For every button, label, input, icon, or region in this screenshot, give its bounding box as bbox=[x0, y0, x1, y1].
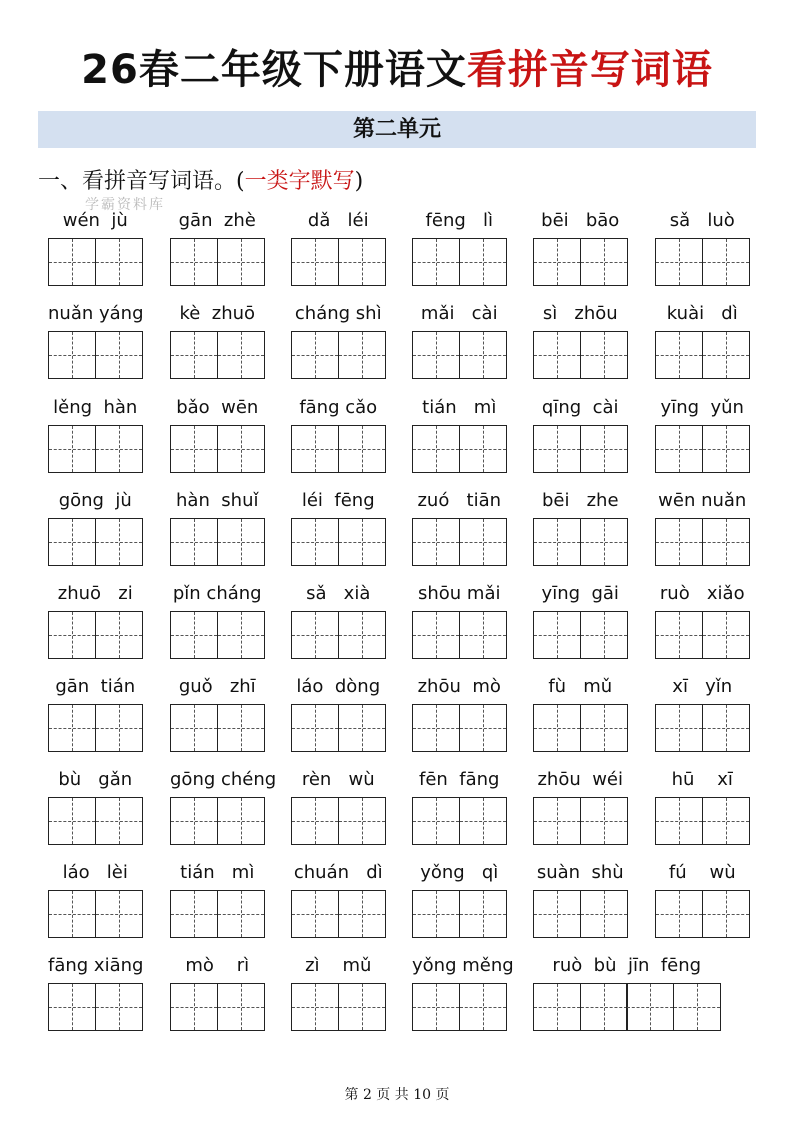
tianzige-box[interactable] bbox=[291, 704, 339, 752]
pinyin-label: hàn shuǐ bbox=[176, 490, 259, 511]
pinyin-label: mǎi cài bbox=[420, 303, 498, 324]
tianzige-box[interactable] bbox=[412, 797, 460, 845]
tianzige-box[interactable] bbox=[580, 611, 628, 659]
tianzige-box[interactable] bbox=[170, 238, 218, 286]
pinyin-label: fāng xiāng bbox=[48, 955, 144, 976]
tianzige-box[interactable] bbox=[412, 890, 460, 938]
tianzige-box[interactable] bbox=[580, 797, 628, 845]
pinyin-label: fēng lì bbox=[425, 210, 493, 231]
tianzige-box[interactable] bbox=[533, 704, 581, 752]
tianzige-box[interactable] bbox=[170, 983, 218, 1031]
tianzige-box[interactable] bbox=[702, 890, 750, 938]
tianzige-box[interactable] bbox=[95, 611, 143, 659]
pinyin-label: chuán dì bbox=[293, 862, 383, 883]
writing-boxes bbox=[655, 611, 748, 659]
word-row bbox=[0, 210, 794, 290]
pinyin-label: yǒng qì bbox=[420, 862, 499, 883]
title-highlight: 看拼音写词语 bbox=[466, 47, 713, 93]
pinyin-label: wén jù bbox=[62, 210, 128, 231]
tianzige-box[interactable] bbox=[291, 518, 339, 566]
pinyin-label: zhōu wéi bbox=[537, 769, 624, 790]
section-heading-close: ) bbox=[354, 169, 364, 194]
section-heading-text: 一、看拼音写词语。( bbox=[38, 169, 245, 194]
watermark: 学霸资料库 bbox=[85, 197, 165, 213]
tianzige-box[interactable] bbox=[217, 331, 265, 379]
writing-boxes bbox=[412, 704, 505, 752]
tianzige-box[interactable] bbox=[291, 238, 339, 286]
pinyin-label: cháng shì bbox=[294, 303, 382, 324]
pinyin-label: zhuō zi bbox=[57, 583, 133, 604]
writing-boxes bbox=[412, 425, 505, 473]
tianzige-box[interactable] bbox=[533, 238, 581, 286]
writing-boxes bbox=[170, 611, 263, 659]
writing-boxes bbox=[655, 704, 748, 752]
writing-boxes bbox=[291, 890, 384, 938]
tianzige-box[interactable] bbox=[338, 518, 386, 566]
pinyin-label: gān zhè bbox=[178, 210, 256, 231]
tianzige-box[interactable] bbox=[291, 890, 339, 938]
tianzige-box[interactable] bbox=[533, 890, 581, 938]
tianzige-box[interactable] bbox=[459, 331, 507, 379]
writing-boxes bbox=[533, 331, 626, 379]
writing-boxes bbox=[655, 331, 748, 379]
writing-boxes bbox=[533, 425, 626, 473]
writing-boxes bbox=[170, 331, 263, 379]
tianzige-box[interactable] bbox=[412, 425, 460, 473]
tianzige-box[interactable] bbox=[338, 890, 386, 938]
tianzige-box[interactable] bbox=[217, 983, 265, 1031]
tianzige-box[interactable] bbox=[459, 704, 507, 752]
pinyin-label: ruò xiǎo bbox=[659, 583, 745, 604]
pinyin-label: fú wù bbox=[668, 862, 736, 883]
tianzige-box[interactable] bbox=[170, 425, 218, 473]
word-row bbox=[0, 769, 794, 849]
pinyin-label: léi fēng bbox=[301, 490, 375, 511]
writing-boxes bbox=[48, 611, 141, 659]
pinyin-label: zuó tiān bbox=[417, 490, 502, 511]
writing-boxes bbox=[170, 425, 263, 473]
writing-boxes bbox=[48, 797, 141, 845]
writing-boxes bbox=[291, 425, 384, 473]
tianzige-box[interactable] bbox=[655, 518, 703, 566]
pinyin-label: yīng gāi bbox=[541, 583, 619, 604]
tianzige-box[interactable] bbox=[48, 518, 96, 566]
writing-boxes bbox=[170, 704, 263, 752]
tianzige-box[interactable] bbox=[533, 611, 581, 659]
tianzige-box[interactable] bbox=[338, 797, 386, 845]
pinyin-label: mò rì bbox=[185, 955, 250, 976]
tianzige-box[interactable] bbox=[533, 518, 581, 566]
tianzige-box[interactable] bbox=[48, 611, 96, 659]
writing-boxes bbox=[170, 890, 263, 938]
writing-boxes bbox=[412, 983, 505, 1031]
tianzige-box[interactable] bbox=[95, 238, 143, 286]
tianzige-box[interactable] bbox=[217, 797, 265, 845]
pinyin-label: fēn fāng bbox=[419, 769, 500, 790]
tianzige-box[interactable] bbox=[95, 797, 143, 845]
writing-boxes bbox=[291, 983, 384, 1031]
tianzige-box[interactable] bbox=[291, 425, 339, 473]
tianzige-box[interactable] bbox=[655, 425, 703, 473]
tianzige-box[interactable] bbox=[291, 611, 339, 659]
writing-boxes bbox=[48, 425, 141, 473]
writing-boxes bbox=[48, 890, 141, 938]
writing-boxes bbox=[533, 611, 626, 659]
pinyin-label: pǐn cháng bbox=[172, 583, 262, 604]
writing-boxes bbox=[412, 331, 505, 379]
writing-boxes bbox=[655, 238, 748, 286]
pinyin-label: suàn shù bbox=[536, 862, 624, 883]
tianzige-box[interactable] bbox=[459, 983, 507, 1031]
writing-boxes bbox=[170, 983, 263, 1031]
tianzige-box[interactable] bbox=[48, 983, 96, 1031]
word-row bbox=[0, 955, 794, 1035]
tianzige-box[interactable] bbox=[459, 425, 507, 473]
tianzige-box[interactable] bbox=[655, 797, 703, 845]
tianzige-box[interactable] bbox=[580, 890, 628, 938]
pinyin-label: bēi zhe bbox=[541, 490, 619, 511]
tianzige-box[interactable] bbox=[533, 425, 581, 473]
word-row bbox=[0, 490, 794, 570]
pinyin-label: zì mǔ bbox=[305, 955, 372, 976]
tianzige-box[interactable] bbox=[48, 238, 96, 286]
tianzige-box[interactable] bbox=[655, 890, 703, 938]
tianzige-box[interactable] bbox=[580, 704, 628, 752]
writing-boxes bbox=[291, 331, 384, 379]
pinyin-label: qīng cài bbox=[541, 397, 619, 418]
tianzige-box[interactable] bbox=[291, 797, 339, 845]
tianzige-box[interactable] bbox=[459, 611, 507, 659]
word-row bbox=[0, 862, 794, 942]
writing-boxes bbox=[291, 797, 384, 845]
pinyin-label: sǎ xià bbox=[306, 583, 371, 604]
tianzige-box[interactable] bbox=[702, 797, 750, 845]
pinyin-label: guǒ zhī bbox=[178, 676, 256, 697]
tianzige-box[interactable] bbox=[217, 518, 265, 566]
pinyin-label: yǒng měng bbox=[412, 955, 514, 976]
tianzige-box[interactable] bbox=[412, 983, 460, 1031]
tianzige-box[interactable] bbox=[291, 983, 339, 1031]
tianzige-box[interactable] bbox=[412, 611, 460, 659]
tianzige-box[interactable] bbox=[580, 983, 628, 1031]
writing-boxes bbox=[655, 425, 748, 473]
tianzige-box[interactable] bbox=[48, 797, 96, 845]
pinyin-label: tián mì bbox=[180, 862, 255, 883]
writing-boxes bbox=[48, 238, 141, 286]
tianzige-box[interactable] bbox=[655, 331, 703, 379]
tianzige-box[interactable] bbox=[533, 983, 581, 1031]
writing-boxes bbox=[291, 238, 384, 286]
writing-boxes bbox=[48, 983, 141, 1031]
pinyin-label: sǎ luò bbox=[669, 210, 735, 231]
writing-boxes bbox=[533, 890, 626, 938]
pinyin-label: dǎ léi bbox=[307, 210, 369, 231]
pinyin-label: lěng hàn bbox=[53, 397, 138, 418]
tianzige-box[interactable] bbox=[217, 704, 265, 752]
tianzige-box[interactable] bbox=[702, 704, 750, 752]
section-heading-note: 一类字默写 bbox=[244, 169, 355, 194]
tianzige-box[interactable] bbox=[217, 890, 265, 938]
page-number: 第 2 页 共 10 页 bbox=[344, 1087, 450, 1103]
tianzige-box[interactable] bbox=[580, 238, 628, 286]
word-row bbox=[0, 397, 794, 477]
pinyin-label: sì zhōu bbox=[542, 303, 618, 324]
writing-boxes bbox=[412, 238, 505, 286]
tianzige-box[interactable] bbox=[48, 704, 96, 752]
tianzige-box[interactable] bbox=[459, 238, 507, 286]
pinyin-label: wēn nuǎn bbox=[658, 490, 747, 511]
writing-boxes bbox=[412, 611, 505, 659]
tianzige-box[interactable] bbox=[412, 331, 460, 379]
writing-boxes bbox=[533, 704, 626, 752]
pinyin-label: hū xī bbox=[671, 769, 733, 790]
tianzige-box[interactable] bbox=[702, 238, 750, 286]
tianzige-box[interactable] bbox=[95, 890, 143, 938]
page-title bbox=[0, 38, 794, 95]
tianzige-box[interactable] bbox=[48, 890, 96, 938]
word-row bbox=[0, 303, 794, 383]
tianzige-box[interactable] bbox=[338, 983, 386, 1031]
tianzige-box[interactable] bbox=[217, 425, 265, 473]
writing-boxes bbox=[48, 518, 141, 566]
tianzige-box[interactable] bbox=[580, 518, 628, 566]
pinyin-label: láo lèi bbox=[62, 862, 128, 883]
tianzige-box[interactable] bbox=[170, 797, 218, 845]
pinyin-label: bǎo wēn bbox=[176, 397, 259, 418]
pinyin-label: fù mǔ bbox=[548, 676, 613, 697]
tianzige-box[interactable] bbox=[533, 797, 581, 845]
tianzige-box[interactable] bbox=[170, 611, 218, 659]
writing-boxes bbox=[170, 518, 263, 566]
writing-boxes bbox=[412, 518, 505, 566]
writing-boxes bbox=[48, 704, 141, 752]
tianzige-box[interactable] bbox=[95, 425, 143, 473]
pinyin-label: shōu mǎi bbox=[418, 583, 501, 604]
tianzige-box[interactable] bbox=[412, 704, 460, 752]
writing-boxes bbox=[291, 518, 384, 566]
writing-boxes bbox=[412, 797, 505, 845]
pinyin-label: kuài dì bbox=[666, 303, 738, 324]
writing-boxes bbox=[170, 797, 263, 845]
pinyin-label: gān tián bbox=[55, 676, 136, 697]
tianzige-box[interactable] bbox=[702, 518, 750, 566]
writing-boxes bbox=[291, 704, 384, 752]
pinyin-label: bēi bāo bbox=[541, 210, 620, 231]
tianzige-box[interactable] bbox=[626, 983, 674, 1031]
tianzige-box[interactable] bbox=[338, 704, 386, 752]
tianzige-box[interactable] bbox=[48, 331, 96, 379]
writing-boxes bbox=[533, 238, 626, 286]
pinyin-label: bù gǎn bbox=[58, 769, 133, 790]
writing-boxes bbox=[170, 238, 263, 286]
tianzige-box[interactable] bbox=[580, 331, 628, 379]
pinyin-label: xī yǐn bbox=[672, 676, 733, 697]
writing-boxes bbox=[655, 890, 748, 938]
tianzige-box[interactable] bbox=[95, 704, 143, 752]
tianzige-box[interactable] bbox=[338, 238, 386, 286]
tianzige-box[interactable] bbox=[655, 704, 703, 752]
tianzige-box[interactable] bbox=[291, 331, 339, 379]
tianzige-box[interactable] bbox=[95, 983, 143, 1031]
tianzige-box[interactable] bbox=[170, 331, 218, 379]
pinyin-label: rèn wù bbox=[301, 769, 375, 790]
tianzige-box[interactable] bbox=[459, 890, 507, 938]
pinyin-label: gōng jù bbox=[58, 490, 132, 511]
pinyin-label: fāng cǎo bbox=[299, 397, 378, 418]
tianzige-box[interactable] bbox=[702, 425, 750, 473]
writing-boxes bbox=[291, 611, 384, 659]
tianzige-box[interactable] bbox=[170, 704, 218, 752]
writing-boxes bbox=[533, 518, 626, 566]
tianzige-box[interactable] bbox=[673, 983, 721, 1031]
tianzige-box[interactable] bbox=[95, 518, 143, 566]
tianzige-box[interactable] bbox=[170, 890, 218, 938]
pinyin-label: yīng yǔn bbox=[660, 397, 744, 418]
tianzige-box[interactable] bbox=[533, 331, 581, 379]
tianzige-box[interactable] bbox=[217, 611, 265, 659]
tianzige-box[interactable] bbox=[338, 331, 386, 379]
pinyin-label: gōng chéng bbox=[170, 769, 277, 790]
writing-boxes bbox=[48, 331, 141, 379]
tianzige-box[interactable] bbox=[580, 425, 628, 473]
tianzige-box[interactable] bbox=[338, 425, 386, 473]
section-heading bbox=[38, 164, 363, 195]
tianzige-box[interactable] bbox=[459, 518, 507, 566]
unit-banner: 第二单元 bbox=[38, 111, 756, 148]
writing-boxes bbox=[533, 983, 719, 1031]
writing-boxes bbox=[412, 890, 505, 938]
word-row bbox=[0, 676, 794, 756]
writing-boxes bbox=[655, 797, 748, 845]
tianzige-box[interactable] bbox=[655, 611, 703, 659]
pinyin-label: láo dòng bbox=[296, 676, 381, 697]
pinyin-label: ruò bù jīn fēng bbox=[552, 955, 702, 976]
tianzige-box[interactable] bbox=[170, 518, 218, 566]
tianzige-box[interactable] bbox=[217, 238, 265, 286]
tianzige-box[interactable] bbox=[95, 331, 143, 379]
writing-boxes bbox=[655, 518, 748, 566]
tianzige-box[interactable] bbox=[702, 611, 750, 659]
tianzige-box[interactable] bbox=[412, 238, 460, 286]
tianzige-box[interactable] bbox=[702, 331, 750, 379]
tianzige-box[interactable] bbox=[338, 611, 386, 659]
tianzige-box[interactable] bbox=[655, 238, 703, 286]
pinyin-label: tián mì bbox=[422, 397, 497, 418]
writing-boxes bbox=[533, 797, 626, 845]
pinyin-label: kè zhuō bbox=[179, 303, 256, 324]
tianzige-box[interactable] bbox=[412, 518, 460, 566]
pinyin-label: nuǎn yáng bbox=[48, 303, 144, 324]
title-main: 26春二年级下册语文 bbox=[81, 47, 467, 93]
word-row bbox=[0, 583, 794, 663]
tianzige-box[interactable] bbox=[48, 425, 96, 473]
pinyin-label: zhōu mò bbox=[417, 676, 501, 697]
tianzige-box[interactable] bbox=[459, 797, 507, 845]
